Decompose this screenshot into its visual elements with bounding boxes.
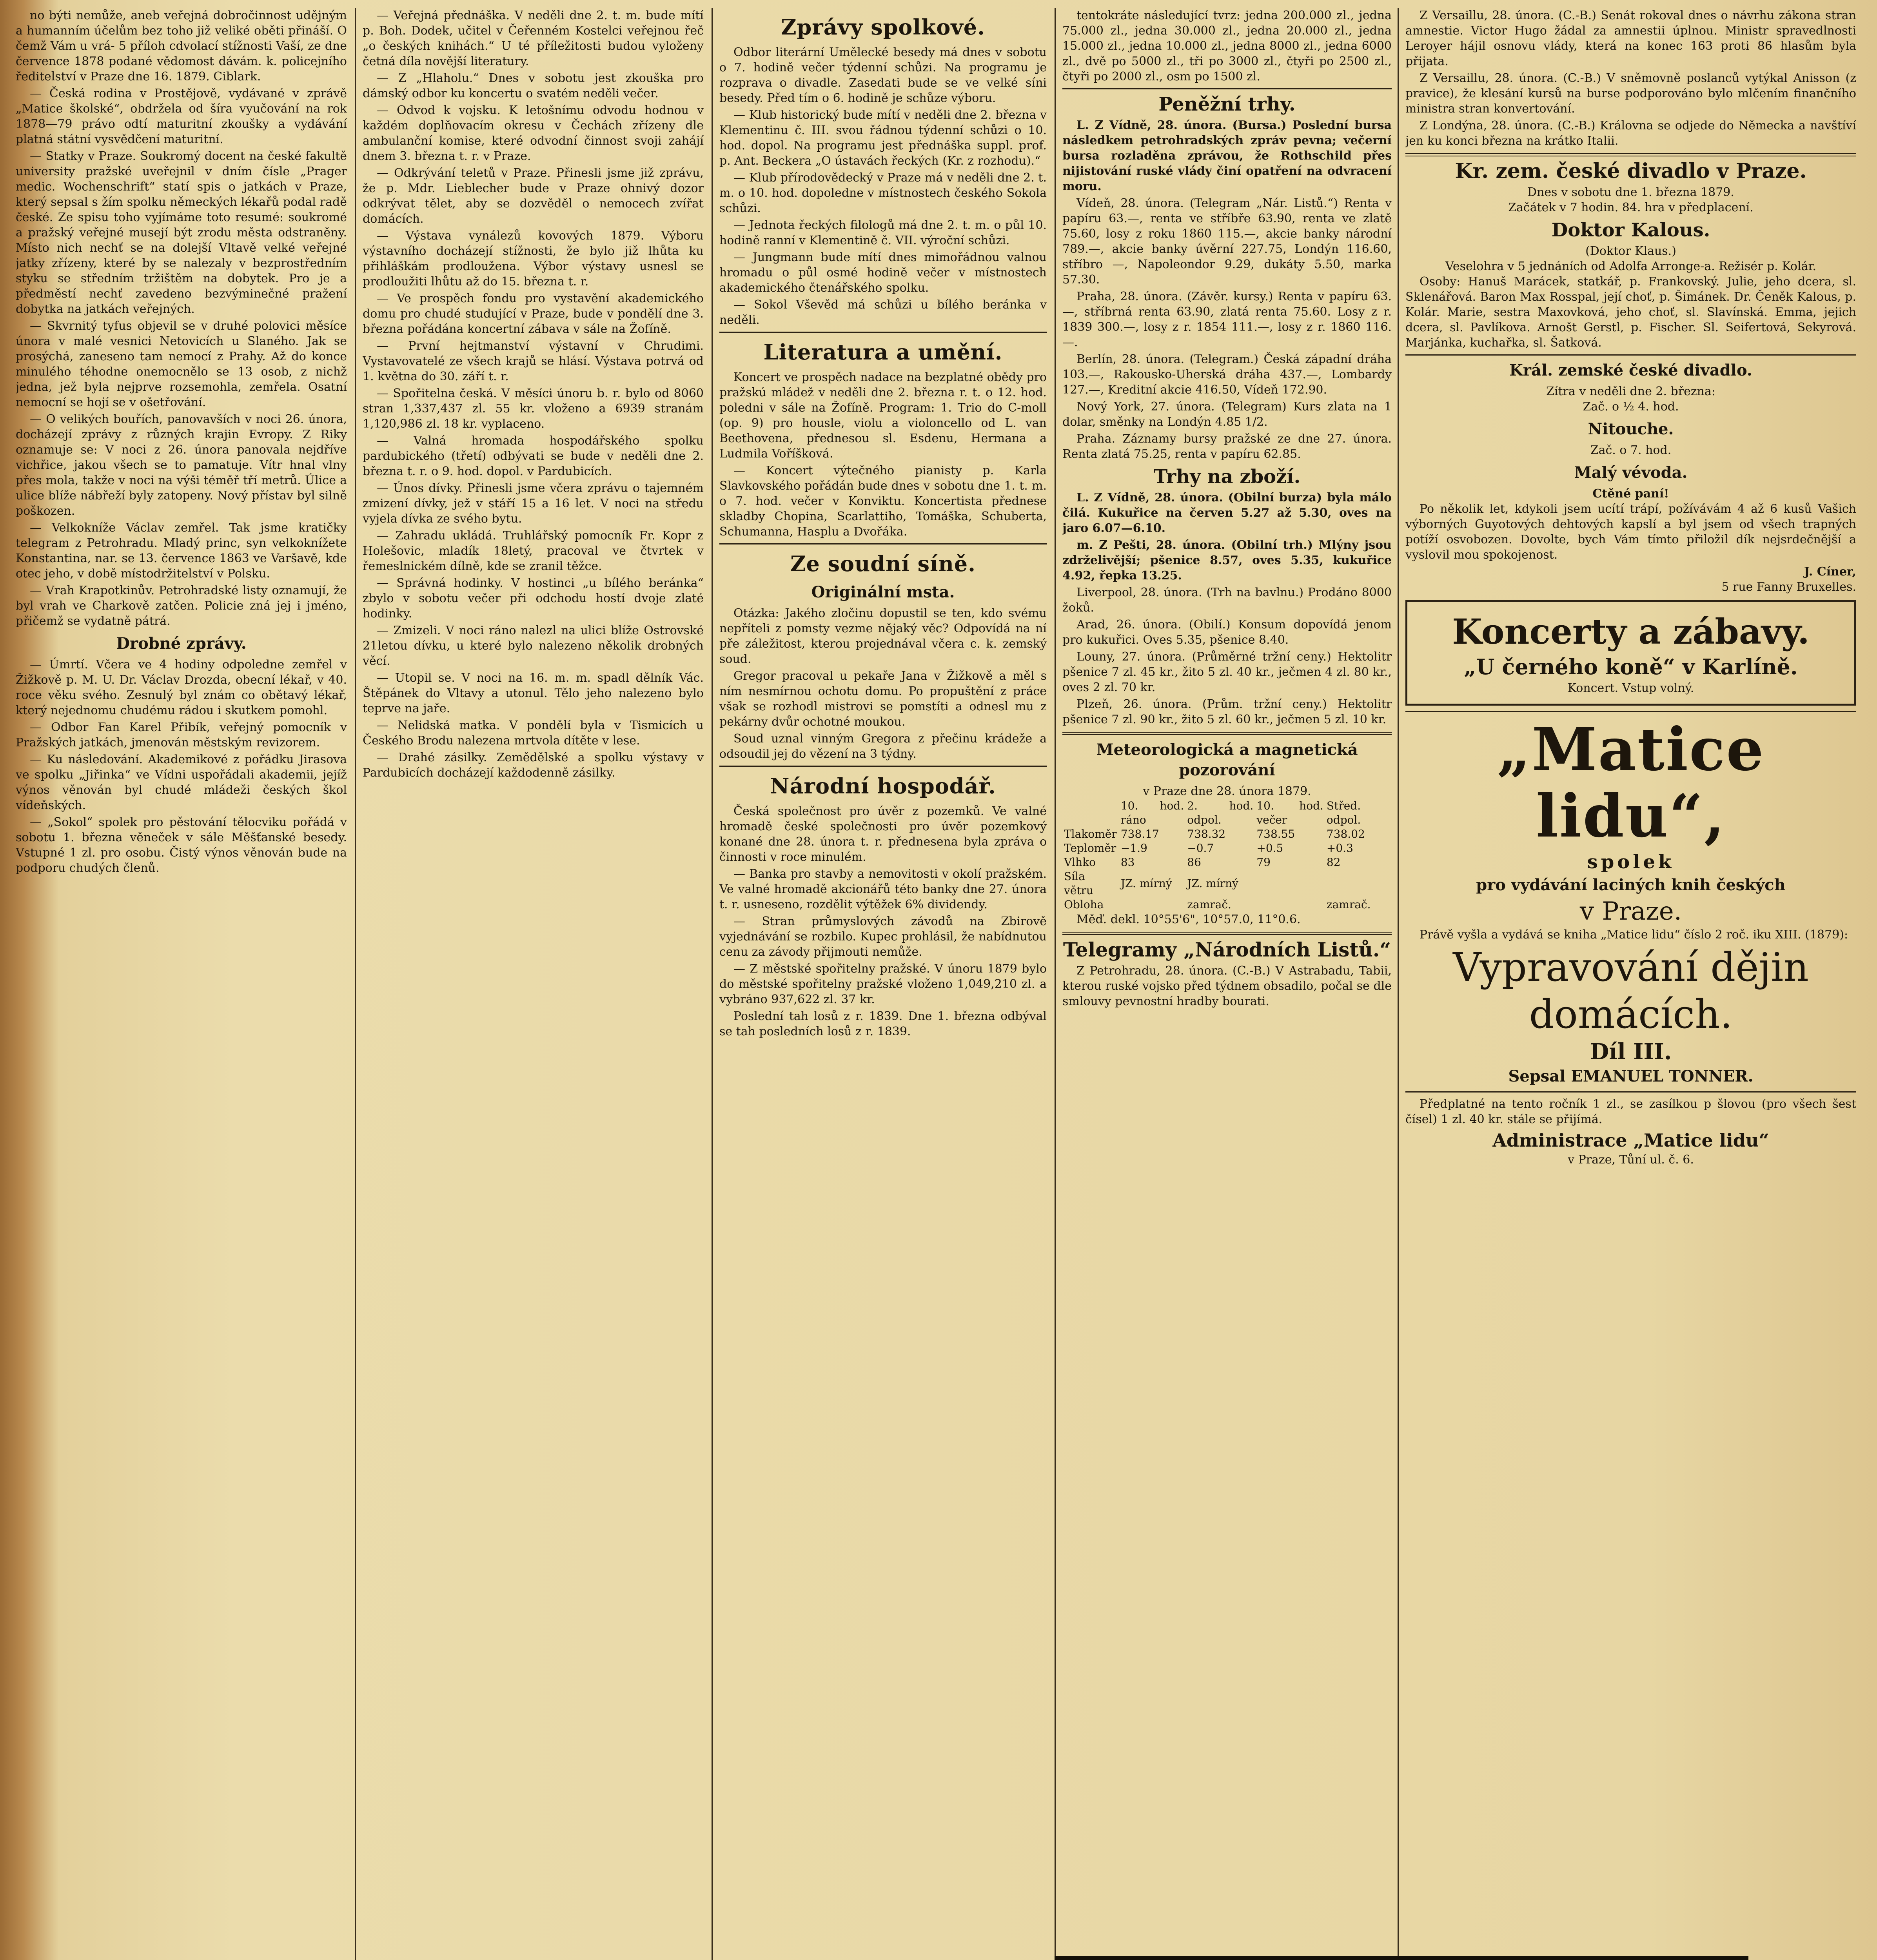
article-text: Měď. dekl. 10°55'6", 10°57.0, 11°0.6. [1076,913,1301,926]
article-text: — Z „Hlaholu.“ Dnes v sobotu jest zkouška pro dámský odbor ku koncertu o svatém neděli večer. [363,71,704,100]
section-heading: Ze soudní síně. [790,551,976,576]
play-title: Doktor Kalous. [1551,219,1710,241]
article-text: — Veřejná přednáška. V neděli dne 2. t. m. bude mítí p. Boh. Dodek, učitel v Čeřenném Kostelci veřejnou řeč „o českých knihách.“ U té příležitosti budou vyloženy četná díla novější literatury. [363,9,704,68]
column-rule [712,8,713,1960]
divider [1405,1091,1856,1093]
article-text: — Nelidská matka. V pondělí byla v Tismicích u Českého Brodu nalezena mrtvola dítěte v lese. [363,719,704,748]
table-cell: Teploměr [1064,842,1116,855]
divider [719,543,1047,544]
section-heading: Literatura a umění. [763,339,1003,365]
table-caption: v Praze dne 28. února 1879. [1143,784,1311,798]
matice-text: Právě vyšla a vydává se kniha „Matice lidu“ číslo 2 roč. iku XIII. (1879): [1420,928,1848,942]
article-text: Berlín, 28. února. (Telegram.) Česká západní dráha 103.—, Rakousko-Uherská dráha 437.—, Lombardy 127.—, Kreditní akcie 416.50, Vídeň 172.90. [1062,352,1392,397]
article-text: Z Versaillu, 28. února. (C.-B.) V sněmovně poslanců vytýkal Anisson (z pravice), že klesání kursů na burse podporováno bylo mlčením finančního ministra stran konvertování. [1405,71,1856,116]
article-text: — O velikých bouřích, panovavších v noci 26. února, docházejí zprávy z různých krajin Evropy. Z Riky oznamuje se: V noci z 26. února panovala nejdříve vichřice, jakou všech se to pamatuje. Vítr hnal vlny přes mola, takže v noci na výši téměř tří metrů. Úlice a ulice blíže nábřeží byly zatopeny. Nový přístav byl silně poškozen. [16,412,347,518]
article-text: — Valná hromada hospodářského spolku pardubického (třetí) odbývati se bude v neděli dne 2. března t. r. o 9. hod. dopol. v Pardubicích. [363,434,704,478]
article-text: Z Versaillu, 28. února. (C.-B.) Senát rokoval dnes o návrhu zákona stran amnestie. Victor Hugo žádal za amnestii úplnou. Ministr spravedlnosti Leroyer hájil osnovu vlády, která na konec 163 proti 86 hlasům byla přijata. [1405,9,1856,68]
table-cell: JZ. mírný [1187,877,1238,890]
matice-volume: Díl III. [1590,1039,1672,1065]
matice-address: v Praze, Tůní ul. č. 6. [1568,1153,1694,1167]
table-cell [1255,898,1325,912]
article-text: L. Z Vídně, 28. února. (Bursa.) Poslední bursa následkem petrohradských zpráv pevna; večerní bursa rozladěna zprávou, že Rothschild přes nijistování ruské vlády činí opatření na odvracení moru. [1062,118,1392,193]
table-cell [1119,898,1185,912]
table-cell: zamrač. [1187,898,1231,911]
article-text: — Spořitelna česká. V měsíci únoru b. r. bylo od 8060 stran 1,337,437 zl. 55 kr. vloženo a 6939 stranám 1,120,986 zl. 18 kr. vyplaceno. [363,387,704,431]
article-text: Koncert ve prospěch nadace na bezplatné obědy pro pražskú mládež v neděli dne 2. března r. t. o 12. hod. poledni v sále na Žofíně. Program: 1. Trio do C-moll (op. 9) pro housle, violu a violoncello od L. van Beethovena, přednesou sl. Esdenu, Hermana a Ludmila Voříšková. [719,370,1047,461]
section-heading: Trhy na zboží. [1153,466,1301,488]
show-time: Zač. o 7. hod. [1590,443,1672,457]
article-text: Liverpool, 28. února. (Trh na bavlnu.) Prodáno 8000 žoků. [1062,586,1392,615]
section-heading: Telegramy „Národních Listů.“ [1063,938,1391,961]
table-header: 10. hod. ráno [1120,799,1184,826]
divider [1062,932,1392,935]
table-header: 2. hod. odpol. [1187,799,1254,826]
divider [1062,732,1392,735]
article-text: Louny, 27. února. (Průměrné tržní ceny.) Hektolitr pšenice 7 zl. 45 kr., žito 5 zl. 40 kr., ječmen 4 zl. 80 kr., oves 2 zl. 70 kr. [1062,650,1392,694]
article-text: Arad, 26. února. (Obilí.) Konsum dopovídá jenom pro kukuřici. Oves 5.35, pšenice 8.40. [1062,618,1392,647]
table-cell: 82 [1326,856,1341,869]
table-cell: 83 [1120,856,1135,869]
divider [719,332,1047,333]
article-text: Nový York, 27. února. (Telegram) Kurs zlata na 1 dolar, směnky na Londýn 4.85 1/2. [1062,400,1392,429]
article-text: Vídeň, 28. února. (Telegram „Nár. Listů.“) Renta v papíru 63.—, renta ve stříbře 63.90, renta ve zlatě 75.60, losy z roku 1860 115.—, akcie banky národní 789.—, akcie banky úvěrní 227.75, Londýn 116.60, stříbro —, Napoleondor 9.29, dukáty 5.50, marka 57.30. [1062,196,1392,287]
column-4 [1062,8,1392,1960]
article-text: — Česká rodina v Prostějově, vydávané v zprávě „Matice školské“, obdržela od šíra vyučování na rok 1878—79 právo odtí maturitní zkoušky a vydávání platná státní vysvědčení maturitní. [16,87,347,146]
article-text: — První hejtmanství výstavní v Chrudimi. Vystavovatelé ze všech krajů se hlásí. Výstava potrvá od 1. května do 30. září t. r. [363,339,704,383]
article-text: no býti nemůže, aneb veřejná dobročinnost udějným a humanním účelům bez toho již veliké oběti přináší. O čemž Vám u vrá- 5 příloh cdvolací stížnosti Vaší, ze dne července 1878 podané vědomost dávám. k. policejního ředitelství v Praze dne 16. 1879. Ciblark. [16,9,347,83]
table-cell: −0.7 [1187,842,1214,855]
article-text: — Skvrnitý tyfus objevil se v druhé polovici měsíce února v malé vesnici Netovicích u Slaného. Jak se prosýchá, zaneseno tam nemocí z Prahy. Až do konce minulého téhodne onemocnělo se 13 osob, z nichž jedna, jež byla nejprve rozsemohla, zemřela. Osatní nemocní se hojí se v ošetřování. [16,319,347,409]
article-text: — Klub historický bude mítí v neděli dne 2. března v Klementinu č. III. svou řádnou týdenní schůzi o 10. hod. dopol. Na programu jest přednáška suppl. prof. p. Ant. Beckera „O ústavách řeckých (Kr. z rozhodu).“ [719,108,1047,168]
article-text: — Výstava vynálezů kovových 1879. Výboru výstavního docházejí stížnosti, že bylo již lhůta ku přihláškám prodloužena. Výbor výstavy usnesl se prodloužiti lhůtu až do 15. března t. r. [363,229,704,289]
concert-ad-note: Koncert. Vstup volný. [1567,681,1694,695]
matice-price: Předplatné na tento ročník 1 zl., se zasílkou p šlovou (pro všech šest čísel) 1 zl. 40 kr. stále se přijímá. [1405,1097,1856,1126]
column-rule [1055,8,1056,1960]
article-text: — Vrah Krapotkinův. Petrohradské listy oznamují, že byl vrah ve Charkově zatčen. Policie zná jej i jméno, přičemž se vydatně pátrá. [16,584,347,628]
article-text: — „Sokol“ spolek pro pěstování tělocviku pořádá v sobotu 1. března věneček v sále Měšťanské besedy. Vstupné 1 zl. pro osobu. Čistý výnos věnován bude na podporu chudých členů. [16,815,347,875]
table-cell: JZ. mírný [1120,877,1172,890]
article-text: — Zmizeli. V noci ráno nalezl na ulici blíže Ostrovské 21letou dívku, u které bylo nalezeno několik drobných věcí. [363,624,704,668]
column-3 [719,8,1047,1960]
article-text: — Únos dívky. Přinesli jsme včera zprávu o tajemném zmizení dívky, jež v stáří 15 a 16 let. V noci na středu vyjela dívka ze svého bytu. [363,481,704,526]
ad-signature: J. Cíner, [1804,565,1856,579]
table-row [1062,827,1392,841]
table-cell: +0.5 [1256,842,1283,855]
divider [1405,153,1856,156]
article-text: — Odkrývání teletů v Praze. Přinesli jsme již zprávu, že p. Mdr. Lieblecher bude v Praze ohnivý dozor odkrývat tělet, aby se dozvěděl o nemocech zvířat domácích. [363,166,704,226]
table-cell [1255,869,1325,898]
table-header: Střed. odpol. [1326,799,1361,826]
article-text: — Správná hodinky. V hostinci „u bílého beránka“ zbylo v sobotu večer při odchodu hostí dvoje zlaté hodinky. [363,576,704,621]
article-text: — Sokol Vševěd má schůzi u bílého beránka v neděli. [719,298,1047,327]
article-text: Praha. Záznamy bursy pražské ze dne 27. února. Renta zlatá 75.25, renta v papíru 62.85. [1062,432,1392,461]
matice-admin: Administrace „Matice lidu“ [1492,1130,1769,1151]
article-title: Originální msta. [811,583,955,601]
article-text: Odbor literární Umělecké besedy má dnes v sobotu o 7. hodině večer týdenní schůzi. Na programu je rozprava o divadle. Zasedati bude se ve velké síni besedy. Před tím o 6. hodině je schůze výboru. [719,45,1047,105]
article-text: Soud uznal vinným Gregora z přečinu krádeže a odsoudil jej do vězení na 3 týdny. [719,732,1047,761]
table-cell: 79 [1256,856,1271,869]
article-text: — Ku následování. Akademikové z pořádku Jirasova ve spolku „Jiřinka“ ve Vídni uspořádali akademii, jejíž výnos věnován byl chudé mládeži českých škol vídeňských. [16,753,347,812]
play-title: Malý vévoda. [1574,463,1688,482]
play-cast: Osoby: Hanuš Marácek, statkář, p. Frankovský. Julie, jeho dcera, sl. Sklenářová. Baron Max Rosspal, její choť, p. Šimánek. Dr. Čeněk Kalous, p. Kolár. Marie, sestra Maxovková, jeho choť, sl. Slavínská. Emma, jejich dcera, sl. Pavlíkova. Arnošt Gerstl, p. Fischer. Sl. Seifertová, Sekyrová. Marjánka, kuchařka, sl. Šatková. [1405,275,1856,350]
matice-title: „Matice lidu“, [1497,715,1765,851]
theatre-heading-2: Král. zemské české divadlo. [1509,361,1752,379]
table-row [1062,841,1392,855]
article-text: tentokráte následující tvrz: jedna 200.000 zl., jedna 75.000 zl., jedna 30.000 zl., jedna 20.000 zl., jedna 15.000 zl., jedna 10.000 zl., jedna 8000 zl., jedna 6000 zl., dvě po 5000 zl., tři po 3000 zl., čtyři po 2500 zl., čtyři po 2000 zl., osm po 1500 zl. [1062,9,1392,83]
matice-book: Vypravování dějin domácích. [1453,944,1809,1037]
column-2 [363,8,704,1960]
article-text: — Odvod k vojsku. K letošnímu odvodu hodnou v každém doplňovacím okresu v Čechách zřízeny dle ambulanční komise, které odvodní činnost svoji zahájí dnem 3. března t. r. v Praze. [363,103,704,163]
table-cell: zamrač. [1326,898,1371,911]
article-text: — Velkokníže Václav zemřel. Tak jsme kratičky telegram z Petrohradu. Mladý princ, syn velkoknížete Konstantina, nar. se 13. července 1863 ve Varšavě, kde otec jeho, v době místodržitelství v Polsku. [16,521,347,581]
divider [719,766,1047,767]
section-heading: Zprávy spolkové. [781,15,985,40]
article-text: Plzeň, 26. února. (Prům. tržní ceny.) Hektolitr pšenice 7 zl. 90 kr., žito 5 zl. 60 kr., ječmen 5 zl. 10 kr. [1062,697,1392,726]
matice-author: Sepsal EMANUEL TONNER. [1508,1067,1754,1085]
article-text: — Jednota řeckých filologů má dne 2. t. m. o půl 10. hodině ranní v Klementině č. VII. výroční schůzi. [719,218,1047,247]
section-heading: Národní hospodář. [770,773,996,799]
table-cell: Síla větru [1064,870,1094,897]
table-cell: 738.55 [1256,828,1295,840]
table-cell: 86 [1187,856,1201,869]
play-title: Nitouche. [1588,420,1674,438]
table-cell: 738.02 [1326,828,1365,840]
ad-address: 5 rue Fanny Bruxelles. [1721,580,1856,594]
section-heading: Drobné zprávy. [116,634,247,653]
theatre-start: Začátek v 7 hodin. 84. hra v předplacení. [1508,201,1754,214]
article-text: — Statky v Praze. Soukromý docent na české fakultě university pražské uveřejnil v dním čísle „Prager medic. Wochenschrift“ statí spis o jatkách v Praze, který sepsal s žím spolku německých lékařů podal radě české. Ze spisu toho vyjímáme toto resumé: soukromé a pražský veřejné musejí být zrodu města odstraněny. Místo nich nechť se na dolejší Vltavě velké veřejné jatky zřízeny, které by se nalezaly v bezprostředním styku se středním tržištěm na dobytek. Pro je a předměstí nechť zavedeno bezvýminečné pražení dobytka na jatkách veřejných. [16,149,347,316]
article-text: Gregor pracoval u pekaře Jana v Žižkově a měl s ním nesmírnou ochotu domu. Po propuštění z práce však se rozhodl mistrovi se pomstíti a odnesl mu z pekárny dvůr ochotné moukou. [719,669,1047,729]
article-text: Česká společnost pro úvěr z pozemků. Ve valné hromadě české společnosti pro úvěr pozemkový konané dne 28. února t. r. přednesena byla zpráva o činnosti v roce minulém. [719,804,1047,864]
article-text: — Z městské spořitelny pražské. V únoru 1879 bylo do městské spořitelny pražské vloženo 1,049,210 zl. a vybráno 937,622 zl. 37 kr. [719,962,1047,1006]
table-header [1062,799,1119,827]
table-cell: Obloha [1064,898,1104,911]
table-cell: 738.32 [1187,828,1226,840]
matice-spolek: spolek [1587,851,1675,873]
theatre-heading: Kr. zem. české divadlo v Praze. [1455,159,1807,183]
concert-ad-title: Koncerty a zábavy. [1452,611,1810,652]
article-text: — Úmrtí. Včera ve 4 hodiny odpoledne zemřel v Žižkově p. M. U. Dr. Václav Drozda, obecní lékař, v 40. roce věku svého. Zesnulý byl znám co obětavý lékař, který nejednomu chudému rádou i skutkem pomohl. [16,658,347,717]
table-cell: −1.9 [1120,842,1147,855]
table-cell: Vlhko [1064,856,1096,869]
divider [1062,88,1392,89]
table-row [1062,898,1392,912]
article-text: — Zahradu ukládá. Truhlářský pomocník Fr. Kopr z Holešovic, mladík 18letý, pracoval ve čtvrtek v řemeslnickém dílně, kde se zranil těžce. [363,529,704,573]
matice-city: v Praze. [1579,897,1682,926]
table-cell: +0.3 [1326,842,1353,855]
matice-line: pro vydávání laciných knih českých [1476,876,1786,894]
article-text: — Ve prospěch fondu pro vystavění akademického domu pro chudé studující v Praze, bude v pondělí dne 3. března pořádána koncertní zábava v sále na Žofíně. [363,292,704,336]
theatre-date: Dnes v sobotu dne 1. března 1879. [1527,185,1734,199]
table-header: 10. hod. večer [1256,799,1323,826]
article-text: Poslední tah losů z r. 1839. Dne 1. března odbýval se tah posledních losů z r. 1839. [719,1009,1047,1038]
table-header-row [1062,799,1392,827]
article-text: — Banka pro stavby a nemovitosti v okolí pražském. Ve valné hromadě akcionářů této banky dne 27. února t. r. usneseno, rozdělit výtěžek 6% dividendy. [719,867,1047,911]
column-5 [1405,8,1856,1929]
column-1 [16,8,347,1960]
section-heading: Peněžní trhy. [1158,93,1296,115]
table-cell [1325,869,1392,898]
table-row [1062,869,1392,898]
article-text: — Stran průmyslových závodů na Zbirově vyjednávání se rozbilo. Kupec prohlásil, že nabídnutou cenu za závody přijmouti nemůže. [719,915,1047,959]
concert-ad-venue: „U černého koně“ v Karlíně. [1464,654,1798,679]
article-text: m. Z Pešti, 28. února. (Obilní trh.) Mlýny jsou zdrželivější; pšenice 8.57, oves 5.35, kukuřice 4.92, řepka 13.25. [1062,538,1392,583]
weather-table [1062,799,1392,912]
article-text: — Drahé zásilky. Zemědělské a spolku výstavy v Pardubicích docházejí každodenně zásilky. [363,751,704,780]
concert-ad-box [1405,600,1856,706]
article-text: — Koncert výtečného pianisty p. Karla Slavkovského pořádán bude dnes v sobotu dne 1. t. m. o 7. hod. večer v Konviktu. Koncertista přednese skladby Chopina, Scarlattiho, Tomáška, Schuberta, Schumanna, Hasplu a Dvořáka. [719,464,1047,539]
table-cell: 738.17 [1120,828,1159,840]
article-text: — Utopil se. V noci na 16. m. m. spadl dělník Vác. Štěpánek do Vltavy a utonul. Tělo jeho nalezeno bylo teprve na jaře. [363,671,704,715]
article-text: L. Z Vídně, 28. února. (Obilní burza) byla málo čilá. Kukuřice na červen 5.27 až 5.30, oves na jaro 6.07—6.10. [1062,491,1392,535]
ad-text: Po několik let, kdykoli jsem ucítí trápí, požívávám 4 až 6 kusů Vašich výborných Guyotových dehtových kapslí a byl jsem od všech trapných potíží osvobozen. Dovolte, bych Vám tímto přiložil dík nejsrdečnější a vyslovil mou spokojenost. [1405,502,1856,562]
article-text: — Jungmann bude mítí dnes mimořádnou valnou hromadu o půl osmé hodině večer v místnostech akademického čtenářského spolku. [719,250,1047,295]
play-subtitle: (Doktor Klaus.) [1585,244,1676,258]
article-text: — Klub přírodovědecký v Praze má v neděli dne 2. t. m. o 10. hod. dopoledne v místnostech českého Sokola schůzi. [719,171,1047,215]
table-row [1062,855,1392,869]
section-heading: Meteorologická a magnetická pozorování [1096,740,1358,779]
play-author: Veselohra v 5 jednáních od Adolfa Arronge-a. Režisér p. Kolár. [1445,260,1817,273]
article-text: Z Londýna, 28. února. (C.-B.) Královna se odjede do Německa a navštíví jen ku konci března na krátko Italii. [1405,119,1856,148]
article-text: Z Petrohradu, 28. února. (C.-B.) V Astrabadu, Tabii, kterou ruské vojsko před týdnem obsadilo, počal se dle smlouvy pevnostní hradby bourati. [1062,964,1392,1008]
show-time: Zač. o ½ 4. hod. [1583,400,1679,414]
article-text: Praha, 28. února. (Závěr. kursy.) Renta v papíru 63.—, stříbrná renta 63.90, zlatá renta 75.60. Losy z r. 1839 300.—, losy z r. 1854 111.—, losy z r. 1860 116.—. [1062,290,1392,349]
theatre-date-2: Zítra v neděli dne 2. března: [1546,385,1715,398]
divider [1405,354,1856,356]
column-rule [355,8,356,1960]
obituary-notice [1055,1956,1748,1960]
column-rule [1398,8,1399,1960]
article-text: — Odbor Fan Karel Přibík, veřejný pomocník v Pražských jatkách, jmenován městským revizorem. [16,720,347,750]
article-text: Otázka: Jakého zločinu dopustil se ten, kdo svému nepříteli z pomsty vezme nějaký věc? Odpovídá na ní pře záležitost, kterou projednával včera c. k. zemský soud. [719,606,1047,666]
ad-heading: Ctěné paní! [1592,487,1669,501]
divider [1405,711,1856,712]
table-cell: Tlakoměr [1064,828,1117,840]
